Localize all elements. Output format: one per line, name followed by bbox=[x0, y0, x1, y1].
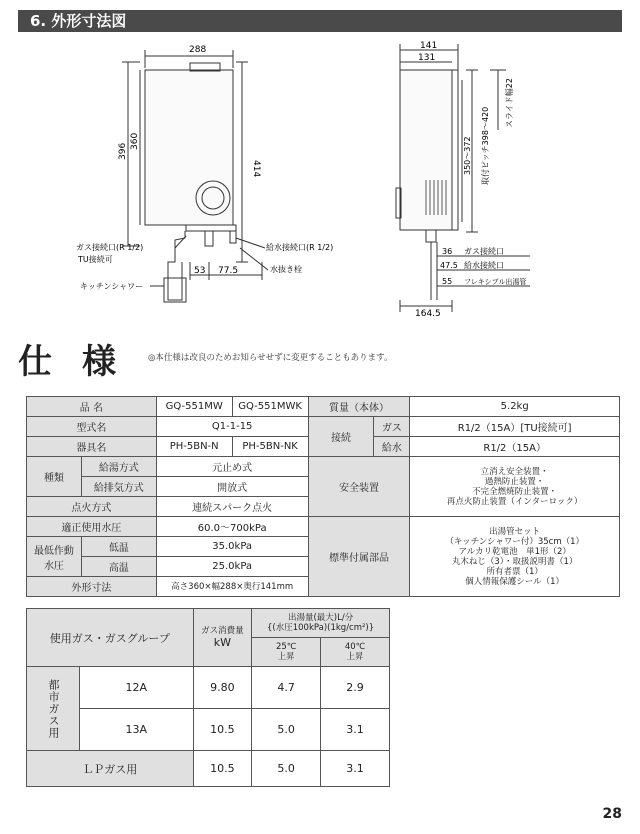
cell-row-v25: 5.0 bbox=[252, 751, 321, 787]
cell-kyuyu-v: 元止め式 bbox=[156, 457, 308, 477]
gas-table bbox=[26, 608, 390, 787]
dim-360: 360 bbox=[130, 132, 140, 150]
cell-setsuzoku: 接続 bbox=[308, 417, 374, 457]
label-drain: 水抜き栓 bbox=[270, 265, 302, 274]
cell-fuzoku-v bbox=[410, 517, 620, 597]
cell-katashiki: 型式名 bbox=[27, 417, 157, 437]
cell-katashiki-v: Q1-1-15 bbox=[156, 417, 308, 437]
cell-m1: GQ-551MW bbox=[156, 397, 232, 417]
kw-label: kW bbox=[213, 636, 232, 649]
cell-row-v25: 4.7 bbox=[252, 667, 321, 709]
dim-141: 141 bbox=[420, 41, 438, 51]
fuzoku-line: （キッチンシャワー付）35cm（1） bbox=[445, 536, 585, 547]
cell-kouon-v: 25.0kPa bbox=[156, 557, 308, 577]
cell-tekisei: 適正使用水圧 bbox=[27, 517, 157, 537]
fuzoku-line: アルカリ乾電池 単1形（2） bbox=[458, 546, 571, 557]
dim-53: 53 bbox=[194, 266, 206, 276]
dim-131: 131 bbox=[418, 53, 436, 63]
cell-consumption bbox=[193, 609, 252, 667]
cell-city: 都市ガス用 bbox=[27, 667, 80, 751]
label-pitch: 取付ピッチ398～420 bbox=[481, 106, 490, 185]
label-slide: スライド幅22 bbox=[505, 78, 514, 128]
label-tu: TU接続可 bbox=[78, 255, 113, 264]
cell-k1: PH-5BN-N bbox=[156, 437, 232, 457]
cell-row-v40: 3.1 bbox=[321, 709, 390, 751]
cell-tenka-v: 連続スパーク点火 bbox=[156, 497, 308, 517]
cell-row-v40: 2.9 bbox=[321, 667, 390, 709]
page-number: 28 bbox=[602, 806, 622, 822]
consumption-label: ガス消費量 bbox=[201, 626, 244, 636]
spec-note: ◎本仕様は改良のためお知らせせずに変更することもあります。 bbox=[148, 353, 393, 363]
dim-396: 396 bbox=[118, 142, 128, 160]
cell-kyuhaiki: 給排気方式 bbox=[81, 477, 156, 497]
anzen-line: 過熱防止装置・ bbox=[484, 476, 545, 487]
jo2-label: 上昇 bbox=[346, 652, 364, 662]
label-shower: キッチンシャワー bbox=[80, 282, 144, 291]
cell-row-kw: 9.80 bbox=[193, 667, 252, 709]
cell-kyuhaiki-v: 開放式 bbox=[156, 477, 308, 497]
dim-55: 55 bbox=[442, 277, 453, 286]
cell-gas: ガス bbox=[374, 417, 410, 437]
dim-width: 288 bbox=[189, 45, 207, 55]
cell-row-v25: 5.0 bbox=[252, 709, 321, 751]
c25-label: 25℃ bbox=[275, 642, 297, 652]
cell-shitsuryo-v: 5.2kg bbox=[410, 397, 620, 417]
cell-group: 使用ガス・ガスグループ bbox=[27, 609, 194, 667]
fuzoku-line: 出湯管セット bbox=[489, 526, 541, 537]
cell-kyuyu: 給湯方式 bbox=[81, 457, 156, 477]
jo1-label: 上昇 bbox=[277, 652, 295, 662]
dim-350: 350～372 bbox=[463, 136, 472, 175]
output-label: 出湯量(最大)L/分 bbox=[287, 613, 354, 623]
label-flex: フレキシブル出湯管 bbox=[464, 278, 527, 286]
label-side-gas: ガス接続口 bbox=[464, 247, 504, 256]
cell-row-name: 12A bbox=[80, 667, 194, 709]
cell-row-v40: 3.1 bbox=[321, 751, 390, 787]
cell-row-name: ＬＰガス用 bbox=[27, 751, 194, 787]
cell-kouon: 高温 bbox=[81, 557, 156, 577]
dim-164-5: 164.5 bbox=[415, 309, 441, 319]
anzen-line: 不完全燃焼防止装置・ bbox=[472, 486, 558, 497]
dim-77-5: 77.5 bbox=[218, 266, 239, 276]
anzen-line: 再点火防止装置（インターロック） bbox=[446, 496, 583, 507]
cell-anzen: 安全装置 bbox=[308, 457, 410, 517]
saitei-line: 最低作動 bbox=[33, 545, 74, 557]
cell-40 bbox=[321, 638, 390, 667]
anzen-line: 立消え安全装置・ bbox=[480, 466, 549, 477]
fuzoku-line: 個人情報保護シール（1） bbox=[465, 576, 565, 587]
label-side-water: 給水接続口 bbox=[464, 261, 504, 270]
cell-saitei bbox=[27, 537, 82, 577]
fuzoku-line: 所有者票（1） bbox=[486, 566, 543, 577]
cell-gas-v: R1/2（15A）[TU接続可] bbox=[410, 417, 620, 437]
section-title: 6. 外形寸法図 bbox=[18, 10, 622, 32]
cell-m2: GQ-551MWK bbox=[232, 397, 308, 417]
cell-tekisei-v: 60.0～700kPa bbox=[156, 517, 308, 537]
cell-teion-v: 35.0kPa bbox=[156, 537, 308, 557]
cell-kigu: 器具名 bbox=[27, 437, 157, 457]
cell-row-name: 13A bbox=[80, 709, 194, 751]
cell-k2: PH-5BN-NK bbox=[232, 437, 308, 457]
cell-gaikei-v: 高さ360×幅288×奥行141mm bbox=[156, 577, 308, 597]
pressure-label: {(水圧100kPa)(1kg/cm²)} bbox=[267, 623, 375, 633]
fuzoku-line: 丸木ねじ（3）・取扱説明書（1） bbox=[451, 556, 578, 567]
label-water-inlet: 給水接続口(R 1/2) bbox=[266, 243, 334, 252]
dim-36: 36 bbox=[442, 247, 453, 256]
cell-fuzoku: 標準付属部品 bbox=[308, 517, 410, 597]
cell-shitsuryo: 質量（本体） bbox=[308, 397, 410, 417]
dim-47-5: 47.5 bbox=[440, 261, 458, 270]
label-gas-inlet: ガス接続口(R 1/2) bbox=[76, 243, 144, 252]
cell-row-kw: 10.5 bbox=[193, 751, 252, 787]
cell-shurui: 種類 bbox=[27, 457, 82, 497]
c40-label: 40℃ bbox=[344, 642, 366, 652]
spec-table bbox=[26, 396, 620, 597]
spec-title: 仕様 bbox=[18, 342, 146, 382]
cell-hinmei: 品 名 bbox=[27, 397, 157, 417]
cell-kyusui: 給水 bbox=[374, 437, 410, 457]
cell-kyusui-v: R1/2（15A） bbox=[410, 437, 620, 457]
cell-row-kw: 10.5 bbox=[193, 709, 252, 751]
cell-output bbox=[252, 609, 390, 638]
dim-414: 414 bbox=[251, 160, 261, 178]
saitei-line: 水圧 bbox=[43, 560, 64, 572]
cell-25 bbox=[252, 638, 321, 667]
cell-anzen-v bbox=[410, 457, 620, 517]
cell-tenka: 点火方式 bbox=[27, 497, 157, 517]
side-view-drawing bbox=[0, 0, 640, 330]
cell-teion: 低温 bbox=[81, 537, 156, 557]
cell-gaikei: 外形寸法 bbox=[27, 577, 157, 597]
